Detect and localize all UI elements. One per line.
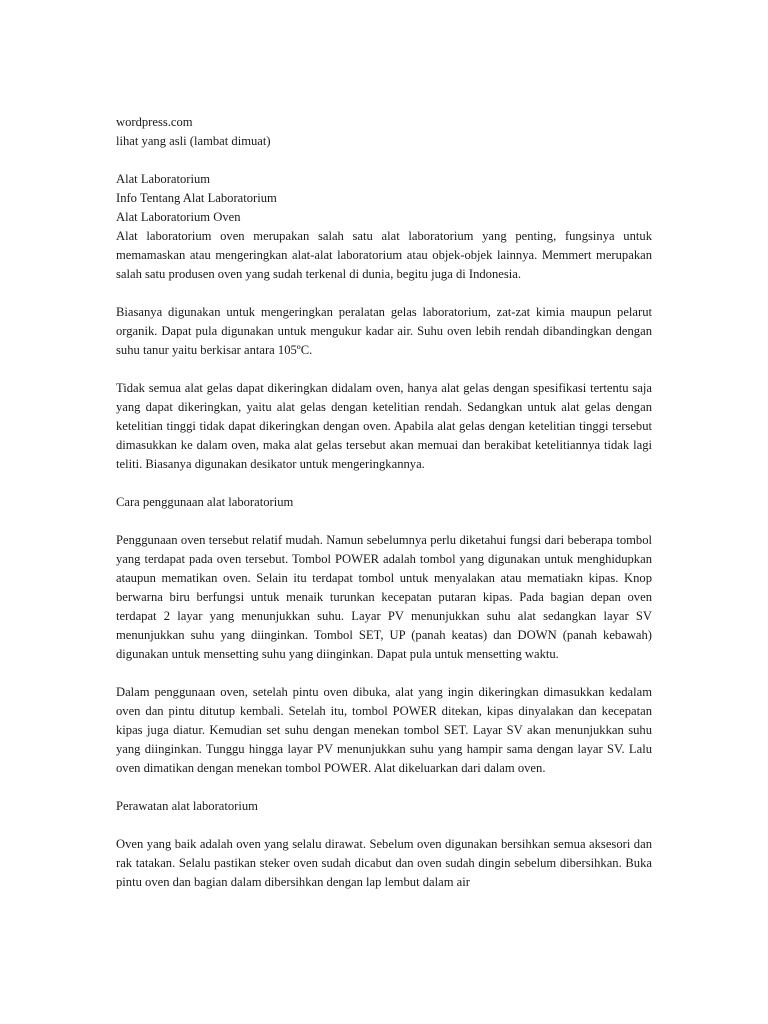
header-line-1: Alat Laboratorium bbox=[116, 172, 211, 186]
header-line-3: Alat Laboratorium Oven bbox=[116, 210, 241, 224]
spacer bbox=[116, 778, 652, 797]
spacer bbox=[116, 360, 652, 379]
spacer bbox=[116, 664, 652, 683]
spacer bbox=[116, 284, 652, 303]
procedure-paragraph: Dalam penggunaan oven, setelah pintu oven dibuka, alat yang ingin dikeringkan dimasukkan kedalam oven dan pintu ditutup kembali. Setelah itu, tombol POWER ditekan, kipas dinyalakan dan kecepatan kipas juga diatur. Kemudian set suhu dengan menekan tombol SET. Layar SV akan menunjukkan suhu yang diinginkan. Tunggu hingga layar PV menunjukkan suhu yang hampir sama dengan layar SV. Lalu oven dimatikan dengan menekan tombol POWER. Alat dikeluarkan dari dalam oven. bbox=[116, 685, 652, 775]
spacer bbox=[116, 512, 652, 531]
controls-paragraph: Penggunaan oven tersebut relatif mudah. Namun sebelumnya perlu diketahui fungsi dari beberapa tombol yang terdapat pada oven tersebut. Tombol POWER adalah tombol yang digunakan untuk menghidupkan ataupun mematikan oven. Selain itu terdapat tombol untuk menyalakan atau mematiakn kipas. Knop berwarna biru berfungsi untuk menaik turunkan kecepatan putaran kipas. Pada bagian depan oven terdapat 2 layar yang menunjukkan suhu. Layar PV menunjukkan suhu alat sedangkan layar SV menunjukkan suhu yang diinginkan. Tombol SET, UP (panah keatas) dan DOWN (panah kebawah) digunakan untuk mensetting suhu yang diinginkan. Dapat pula untuk mensetting waktu. bbox=[116, 533, 652, 661]
header-line-2: Info Tentang Alat Laboratorium bbox=[116, 191, 277, 205]
intro-paragraph: Alat laboratorium oven merupakan salah satu alat laboratorium yang penting, fungsinya untuk memamaskan atau mengeringkan alat-alat laboratorium atau objek-objek lainnya. Memmert merupakan salah satu produsen oven yang sudah terkenal di dunia, begitu juga di Indonesia. bbox=[116, 229, 652, 281]
spacer bbox=[116, 474, 652, 493]
maintenance-heading: Perawatan alat laboratorium bbox=[116, 799, 258, 813]
usage-heading: Cara penggunaan alat laboratorium bbox=[116, 495, 294, 509]
source-site: wordpress.com bbox=[116, 115, 193, 129]
usage-general-paragraph: Biasanya digunakan untuk mengeringkan peralatan gelas laboratorium, zat-zat kimia maupun pelarut organik. Dapat pula digunakan untuk mengukur kadar air. Suhu oven lebih rendah dibandingkan dengan suhu tanur yaitu berkisar antara 105ºC. bbox=[116, 305, 652, 357]
spacer bbox=[116, 816, 652, 835]
glassware-paragraph: Tidak semua alat gelas dapat dikeringkan didalam oven, hanya alat gelas dengan spesifikasi tertentu saja yang dapat dikeringkan, yaitu alat gelas dengan ketelitian rendah. Sedangkan untuk alat gelas dengan ketelitian tinggi tidak dapat dikeringkan dengan oven. Apabila alat gelas dengan ketelitian tinggi tersebut dimasukkan ke dalam oven, maka alat gelas tersebut akan memuai dan berakibat ketelitiannya tidak lagi teliti. Biasanya digunakan desikator untuk mengeringkannya. bbox=[116, 381, 652, 471]
view-original-link[interactable]: lihat yang asli (lambat dimuat) bbox=[116, 134, 271, 148]
spacer bbox=[116, 151, 652, 170]
maintenance-paragraph: Oven yang baik adalah oven yang selalu dirawat. Sebelum oven digunakan bersihkan semua aksesori dan rak tatakan. Selalu pastikan steker oven sudah dicabut dan oven sudah dingin sebelum dibersihkan. Buka pintu oven dan bagian dalam dibersihkan dengan lap lembut dalam air bbox=[116, 837, 652, 889]
